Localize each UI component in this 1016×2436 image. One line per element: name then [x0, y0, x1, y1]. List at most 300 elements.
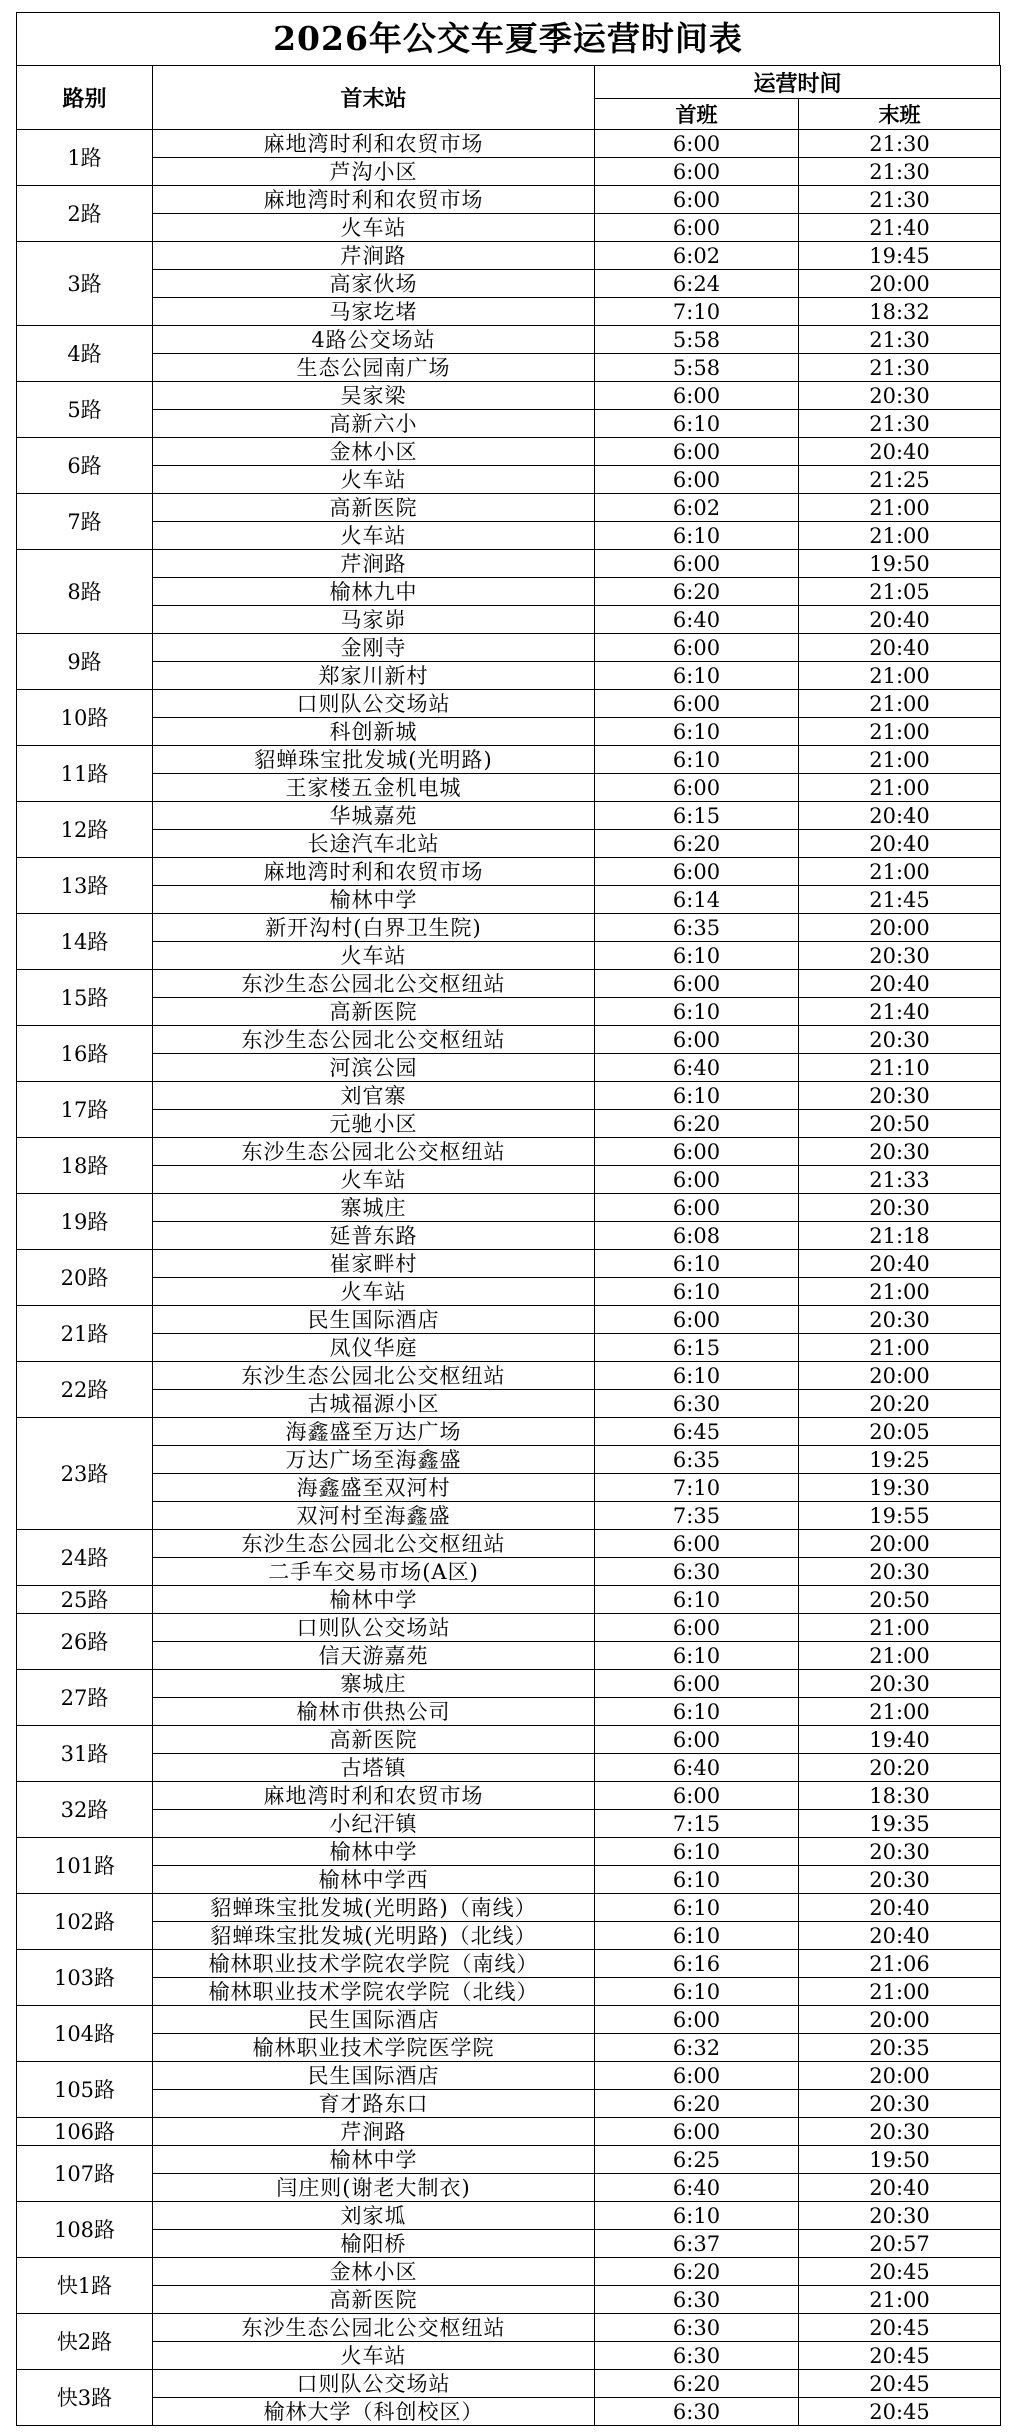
last-bus-time: 21:40: [799, 998, 1001, 1026]
first-bus-time: 6:00: [595, 550, 799, 578]
route-name: 101路: [17, 1838, 153, 1894]
last-bus-time: 18:32: [799, 298, 1001, 326]
station-name: 火车站: [153, 1278, 595, 1306]
station-name: 古塔镇: [153, 1754, 595, 1782]
station-name: 凤仪华庭: [153, 1334, 595, 1362]
last-bus-time: 21:25: [799, 466, 1001, 494]
station-name: 貂蝉珠宝批发城(光明路)（南线）: [153, 1894, 595, 1922]
last-bus-time: 20:40: [799, 802, 1001, 830]
table-row: [17, 914, 1001, 942]
table-row: [17, 1558, 1001, 1586]
first-bus-time: 6:14: [595, 886, 799, 914]
last-bus-time: 20:30: [799, 1670, 1001, 1698]
station-name: 榆林九中: [153, 578, 595, 606]
station-name: 万达广场至海鑫盛: [153, 1446, 595, 1474]
last-bus-time: 20:50: [799, 1586, 1001, 1614]
route-name: 12路: [17, 802, 153, 858]
last-bus-time: 19:50: [799, 550, 1001, 578]
last-bus-time: 20:20: [799, 1390, 1001, 1418]
header-operating-time: 运营时间: [595, 66, 1001, 99]
route-name: 23路: [17, 1418, 153, 1530]
first-bus-time: 6:30: [595, 2398, 799, 2426]
first-bus-time: 6:10: [595, 1866, 799, 1894]
table-row: [17, 2174, 1001, 2202]
table-row: [17, 2062, 1001, 2090]
route-name: 18路: [17, 1138, 153, 1194]
last-bus-time: 20:45: [799, 2342, 1001, 2370]
table-row: [17, 354, 1001, 382]
station-name: 榆林职业技术学院农学院（北线）: [153, 1978, 595, 2006]
station-name: 东沙生态公园北公交枢纽站: [153, 1138, 595, 1166]
last-bus-time: 21:00: [799, 690, 1001, 718]
table-row: [17, 942, 1001, 970]
first-bus-time: 6:10: [595, 662, 799, 690]
station-name: 榆林中学: [153, 2146, 595, 2174]
last-bus-time: 21:33: [799, 1166, 1001, 1194]
route-name: 5路: [17, 382, 153, 438]
last-bus-time: 20:40: [799, 606, 1001, 634]
table-row: [17, 886, 1001, 914]
last-bus-time: 21:00: [799, 1334, 1001, 1362]
route-name: 16路: [17, 1026, 153, 1082]
station-name: 麻地湾时利和农贸市场: [153, 130, 595, 158]
route-name: 27路: [17, 1670, 153, 1726]
last-bus-time: 20:57: [799, 2230, 1001, 2258]
last-bus-time: 19:50: [799, 2146, 1001, 2174]
route-name: 14路: [17, 914, 153, 970]
table-row: [17, 1110, 1001, 1138]
first-bus-time: 6:10: [595, 1922, 799, 1950]
last-bus-time: 21:30: [799, 130, 1001, 158]
station-name: 金林小区: [153, 438, 595, 466]
last-bus-time: 20:20: [799, 1754, 1001, 1782]
table-row: [17, 1838, 1001, 1866]
first-bus-time: 6:10: [595, 746, 799, 774]
first-bus-time: 7:10: [595, 1474, 799, 1502]
table-row: [17, 438, 1001, 466]
last-bus-time: 19:35: [799, 1810, 1001, 1838]
table-row: [17, 1726, 1001, 1754]
table-row: [17, 802, 1001, 830]
station-name: 高新医院: [153, 998, 595, 1026]
last-bus-time: 19:25: [799, 1446, 1001, 1474]
table-row: [17, 1250, 1001, 1278]
table-row: [17, 158, 1001, 186]
last-bus-time: 20:30: [799, 1866, 1001, 1894]
table-row: [17, 410, 1001, 438]
route-name: 8路: [17, 550, 153, 634]
station-name: 芹涧路: [153, 2118, 595, 2146]
last-bus-time: 20:00: [799, 2062, 1001, 2090]
first-bus-time: 7:15: [595, 1810, 799, 1838]
last-bus-time: 21:00: [799, 662, 1001, 690]
first-bus-time: 6:45: [595, 1418, 799, 1446]
last-bus-time: 21:10: [799, 1054, 1001, 1082]
first-bus-time: 6:10: [595, 522, 799, 550]
station-name: 麻地湾时利和农贸市场: [153, 186, 595, 214]
route-name: 19路: [17, 1194, 153, 1250]
first-bus-time: 6:40: [595, 606, 799, 634]
station-name: 海鑫盛至双河村: [153, 1474, 595, 1502]
first-bus-time: 6:40: [595, 1754, 799, 1782]
route-name: 快3路: [17, 2370, 153, 2426]
station-name: 火车站: [153, 214, 595, 242]
table-row: [17, 2202, 1001, 2230]
last-bus-time: 20:00: [799, 2006, 1001, 2034]
station-name: 榆阳桥: [153, 2230, 595, 2258]
route-name: 32路: [17, 1782, 153, 1838]
last-bus-time: 20:30: [799, 1082, 1001, 1110]
station-name: 榆林中学西: [153, 1866, 595, 1894]
first-bus-time: 6:00: [595, 1670, 799, 1698]
first-bus-time: 5:58: [595, 354, 799, 382]
first-bus-time: 6:00: [595, 858, 799, 886]
first-bus-time: 6:02: [595, 242, 799, 270]
table-row: [17, 2090, 1001, 2118]
last-bus-time: 20:40: [799, 1250, 1001, 1278]
station-name: 古城福源小区: [153, 1390, 595, 1418]
last-bus-time: 21:00: [799, 718, 1001, 746]
table-row: [17, 1866, 1001, 1894]
last-bus-time: 21:00: [799, 1278, 1001, 1306]
station-name: 民生国际酒店: [153, 2062, 595, 2090]
first-bus-time: 6:40: [595, 1054, 799, 1082]
table-row: [17, 1390, 1001, 1418]
table-row: [17, 1530, 1001, 1558]
first-bus-time: 6:10: [595, 1586, 799, 1614]
route-name: 24路: [17, 1530, 153, 1586]
station-name: 高新六小: [153, 410, 595, 438]
first-bus-time: 6:00: [595, 2062, 799, 2090]
first-bus-time: 6:00: [595, 1530, 799, 1558]
station-name: 榆林中学: [153, 1586, 595, 1614]
timetable: [16, 65, 1001, 2426]
first-bus-time: 6:10: [595, 1978, 799, 2006]
station-name: 榆林中学: [153, 886, 595, 914]
table-row: [17, 662, 1001, 690]
first-bus-time: 6:10: [595, 1362, 799, 1390]
first-bus-time: 6:00: [595, 690, 799, 718]
station-name: 高家伙场: [153, 270, 595, 298]
station-name: 东沙生态公园北公交枢纽站: [153, 1026, 595, 1054]
first-bus-time: 6:30: [595, 2314, 799, 2342]
first-bus-time: 6:20: [595, 2090, 799, 2118]
route-name: 106路: [17, 2118, 153, 2146]
table-row: [17, 1222, 1001, 1250]
route-name: 26路: [17, 1614, 153, 1670]
last-bus-time: 21:05: [799, 578, 1001, 606]
table-row: [17, 2342, 1001, 2370]
first-bus-time: 6:00: [595, 634, 799, 662]
route-name: 105路: [17, 2062, 153, 2118]
table-row: [17, 1978, 1001, 2006]
station-name: 貂蝉珠宝批发城(光明路): [153, 746, 595, 774]
table-row: [17, 130, 1001, 158]
table-row: [17, 1166, 1001, 1194]
last-bus-time: 21:00: [799, 1614, 1001, 1642]
header-last-bus: 末班: [799, 99, 1001, 130]
first-bus-time: 6:10: [595, 1250, 799, 1278]
station-name: 海鑫盛至万达广场: [153, 1418, 595, 1446]
first-bus-time: 6:00: [595, 382, 799, 410]
station-name: 火车站: [153, 1166, 595, 1194]
station-name: 吴家梁: [153, 382, 595, 410]
table-row: [17, 214, 1001, 242]
table-row: [17, 2370, 1001, 2398]
first-bus-time: 6:40: [595, 2174, 799, 2202]
last-bus-time: 21:30: [799, 410, 1001, 438]
station-name: 榆林中学: [153, 1838, 595, 1866]
first-bus-time: 6:25: [595, 2146, 799, 2174]
first-bus-time: 6:20: [595, 2258, 799, 2286]
route-name: 17路: [17, 1082, 153, 1138]
last-bus-time: 21:30: [799, 354, 1001, 382]
station-name: 信天游嘉苑: [153, 1642, 595, 1670]
last-bus-time: 21:00: [799, 858, 1001, 886]
table-row: [17, 1082, 1001, 1110]
last-bus-time: 21:00: [799, 522, 1001, 550]
station-name: 火车站: [153, 942, 595, 970]
route-name: 1路: [17, 130, 153, 186]
route-name: 107路: [17, 2146, 153, 2202]
first-bus-time: 6:08: [595, 1222, 799, 1250]
station-name: 芦沟小区: [153, 158, 595, 186]
table-row: [17, 634, 1001, 662]
last-bus-time: 20:00: [799, 1530, 1001, 1558]
first-bus-time: 6:00: [595, 1138, 799, 1166]
station-name: 王家楼五金机电城: [153, 774, 595, 802]
station-name: 火车站: [153, 466, 595, 494]
station-name: 金刚寺: [153, 634, 595, 662]
station-name: 延普东路: [153, 1222, 595, 1250]
table-row: [17, 186, 1001, 214]
first-bus-time: 6:32: [595, 2034, 799, 2062]
station-name: 长途汽车北站: [153, 830, 595, 858]
route-name: 103路: [17, 1950, 153, 2006]
table-row: [17, 1194, 1001, 1222]
last-bus-time: 20:35: [799, 2034, 1001, 2062]
last-bus-time: 21:06: [799, 1950, 1001, 1978]
route-name: 22路: [17, 1362, 153, 1418]
last-bus-time: 20:40: [799, 1894, 1001, 1922]
last-bus-time: 21:00: [799, 1698, 1001, 1726]
table-row: [17, 270, 1001, 298]
table-row: [17, 718, 1001, 746]
table-row: [17, 2230, 1001, 2258]
station-name: 榆林职业技术学院农学院（南线）: [153, 1950, 595, 1978]
last-bus-time: 20:30: [799, 2118, 1001, 2146]
first-bus-time: 6:00: [595, 774, 799, 802]
last-bus-time: 19:40: [799, 1726, 1001, 1754]
table-row: [17, 690, 1001, 718]
route-name: 6路: [17, 438, 153, 494]
last-bus-time: 20:05: [799, 1418, 1001, 1446]
header-stations: 首末站: [153, 66, 595, 130]
station-name: 新开沟村(白界卫生院): [153, 914, 595, 942]
table-row: [17, 1950, 1001, 1978]
table-row: [17, 1334, 1001, 1362]
first-bus-time: 6:00: [595, 1726, 799, 1754]
first-bus-time: 6:30: [595, 1558, 799, 1586]
table-row: [17, 774, 1001, 802]
table-row: [17, 1502, 1001, 1530]
station-name: 东沙生态公园北公交枢纽站: [153, 1530, 595, 1558]
first-bus-time: 6:00: [595, 158, 799, 186]
station-name: 华城嘉苑: [153, 802, 595, 830]
route-name: 11路: [17, 746, 153, 802]
first-bus-time: 5:58: [595, 326, 799, 354]
table-row: [17, 746, 1001, 774]
first-bus-time: 6:00: [595, 2118, 799, 2146]
route-name: 13路: [17, 858, 153, 914]
last-bus-time: 20:00: [799, 914, 1001, 942]
table-row: [17, 1894, 1001, 1922]
table-row: [17, 1474, 1001, 1502]
table-row: [17, 606, 1001, 634]
table-row: [17, 830, 1001, 858]
first-bus-time: 6:10: [595, 998, 799, 1026]
last-bus-time: 19:30: [799, 1474, 1001, 1502]
station-name: 榆林市供热公司: [153, 1698, 595, 1726]
table-row: [17, 2398, 1001, 2426]
first-bus-time: 6:00: [595, 130, 799, 158]
table-row: [17, 1614, 1001, 1642]
table-row: [17, 970, 1001, 998]
table-row: [17, 1138, 1001, 1166]
first-bus-time: 6:10: [595, 1278, 799, 1306]
first-bus-time: 6:02: [595, 494, 799, 522]
route-name: 10路: [17, 690, 153, 746]
table-row: [17, 242, 1001, 270]
table-row: [17, 1586, 1001, 1614]
first-bus-time: 6:20: [595, 2370, 799, 2398]
first-bus-time: 6:00: [595, 466, 799, 494]
station-name: 生态公园南广场: [153, 354, 595, 382]
station-name: 马家圪堵: [153, 298, 595, 326]
first-bus-time: 6:00: [595, 1166, 799, 1194]
last-bus-time: 20:40: [799, 830, 1001, 858]
station-name: 麻地湾时利和农贸市场: [153, 1782, 595, 1810]
first-bus-time: 6:00: [595, 1614, 799, 1642]
route-name: 快1路: [17, 2258, 153, 2314]
first-bus-time: 6:10: [595, 1838, 799, 1866]
station-name: 芹涧路: [153, 242, 595, 270]
route-name: 4路: [17, 326, 153, 382]
route-name: 15路: [17, 970, 153, 1026]
table-row: [17, 1698, 1001, 1726]
first-bus-time: 6:10: [595, 718, 799, 746]
last-bus-time: 21:00: [799, 774, 1001, 802]
station-name: 榆林大学（科创校区）: [153, 2398, 595, 2426]
header-first-bus: 首班: [595, 99, 799, 130]
first-bus-time: 6:00: [595, 186, 799, 214]
table-row: [17, 1306, 1001, 1334]
station-name: 闫庄则(谢老大制衣): [153, 2174, 595, 2202]
last-bus-time: 20:00: [799, 270, 1001, 298]
last-bus-time: 20:40: [799, 1922, 1001, 1950]
station-name: 口则队公交场站: [153, 2370, 595, 2398]
last-bus-time: 20:30: [799, 2202, 1001, 2230]
last-bus-time: 20:30: [799, 942, 1001, 970]
first-bus-time: 6:00: [595, 214, 799, 242]
last-bus-time: 21:00: [799, 494, 1001, 522]
table-row: [17, 1670, 1001, 1698]
first-bus-time: 6:37: [595, 2230, 799, 2258]
table-row: [17, 298, 1001, 326]
first-bus-time: 6:20: [595, 578, 799, 606]
table-row: [17, 522, 1001, 550]
route-name: 9路: [17, 634, 153, 690]
last-bus-time: 21:00: [799, 2286, 1001, 2314]
last-bus-time: 21:00: [799, 1978, 1001, 2006]
last-bus-time: 20:00: [799, 1362, 1001, 1390]
table-row: [17, 550, 1001, 578]
last-bus-time: 20:40: [799, 634, 1001, 662]
station-name: 河滨公园: [153, 1054, 595, 1082]
table-row: [17, 1642, 1001, 1670]
last-bus-time: 20:45: [799, 2258, 1001, 2286]
first-bus-time: 6:15: [595, 802, 799, 830]
last-bus-time: 20:40: [799, 438, 1001, 466]
station-name: 小纪汗镇: [153, 1810, 595, 1838]
table-row: [17, 2118, 1001, 2146]
route-name: 108路: [17, 2202, 153, 2258]
last-bus-time: 21:18: [799, 1222, 1001, 1250]
table-row: [17, 2146, 1001, 2174]
last-bus-time: 20:30: [799, 1194, 1001, 1222]
last-bus-time: 21:45: [799, 886, 1001, 914]
route-name: 21路: [17, 1306, 153, 1362]
table-row: [17, 1754, 1001, 1782]
station-name: 元驰小区: [153, 1110, 595, 1138]
first-bus-time: 6:10: [595, 942, 799, 970]
route-name: 102路: [17, 1894, 153, 1950]
first-bus-time: 6:20: [595, 830, 799, 858]
route-name: 3路: [17, 242, 153, 326]
first-bus-time: 6:00: [595, 1306, 799, 1334]
table-row: [17, 1026, 1001, 1054]
station-name: 火车站: [153, 522, 595, 550]
station-name: 刘官寨: [153, 1082, 595, 1110]
station-name: 金林小区: [153, 2258, 595, 2286]
table-row: [17, 1782, 1001, 1810]
table-row: [17, 2286, 1001, 2314]
table-row: [17, 578, 1001, 606]
station-name: 二手车交易市场(A区): [153, 1558, 595, 1586]
last-bus-time: 20:30: [799, 1306, 1001, 1334]
first-bus-time: 6:35: [595, 914, 799, 942]
station-name: 崔家畔村: [153, 1250, 595, 1278]
last-bus-time: 20:50: [799, 1110, 1001, 1138]
table-row: [17, 466, 1001, 494]
route-name: 7路: [17, 494, 153, 550]
last-bus-time: 20:30: [799, 2090, 1001, 2118]
first-bus-time: 6:00: [595, 1782, 799, 1810]
last-bus-time: 18:30: [799, 1782, 1001, 1810]
route-name: 20路: [17, 1250, 153, 1306]
last-bus-time: 21:00: [799, 746, 1001, 774]
first-bus-time: 6:20: [595, 1110, 799, 1138]
table-title: 2026年公交车夏季运营时间表: [16, 12, 1000, 65]
station-name: 高新医院: [153, 1726, 595, 1754]
station-name: 口则队公交场站: [153, 690, 595, 718]
station-name: 高新医院: [153, 2286, 595, 2314]
first-bus-time: 6:00: [595, 1194, 799, 1222]
station-name: 民生国际酒店: [153, 1306, 595, 1334]
station-name: 东沙生态公园北公交枢纽站: [153, 970, 595, 998]
table-row: [17, 1054, 1001, 1082]
first-bus-time: 6:30: [595, 1390, 799, 1418]
